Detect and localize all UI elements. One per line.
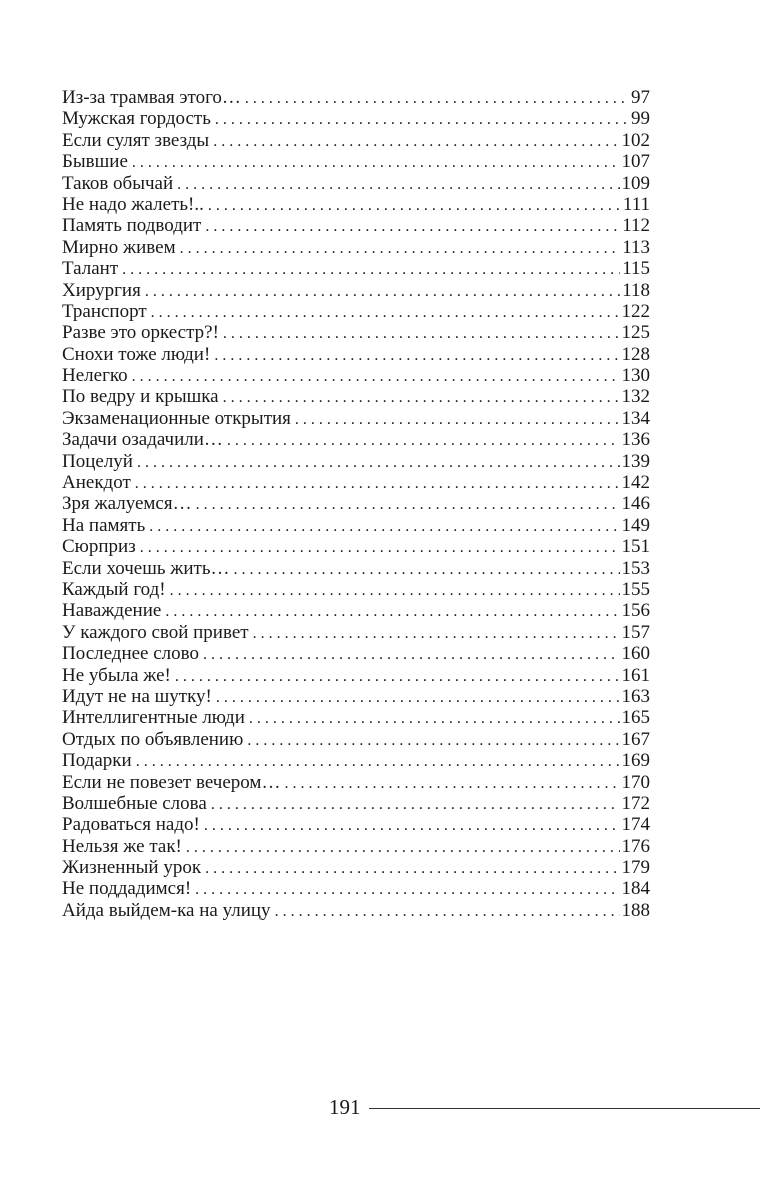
toc-dot-leader: [135, 473, 620, 493]
toc-entry-page-number: 172: [621, 792, 650, 814]
toc-dot-leader: [216, 687, 620, 707]
toc-entry: [62, 536, 650, 557]
toc-entry: [62, 600, 650, 621]
toc-entry-title: Айда выйдем-ка на улицу: [62, 899, 271, 921]
page-number: 191: [329, 1094, 361, 1119]
toc-entry-title: Если не повезет вечером…: [62, 771, 281, 793]
toc-entry-title: Не поддадимся!: [62, 878, 192, 900]
toc-entry-page-number: 128: [621, 343, 650, 365]
toc-entry: [62, 429, 650, 450]
toc-dot-leader: [204, 815, 620, 835]
toc-entry: [62, 108, 650, 129]
toc-entry: [62, 686, 650, 707]
toc-entry-page-number: 167: [621, 728, 650, 750]
toc-dot-leader: [284, 773, 619, 793]
toc-entry: [62, 280, 650, 301]
toc-entry: [62, 579, 650, 600]
toc-entry-page-number: 136: [621, 429, 650, 451]
toc-entry-title: Нелегко: [62, 365, 128, 387]
toc-entry-title: Радоваться надо!: [62, 814, 200, 836]
toc-dot-leader: [223, 387, 620, 407]
toc-dot-leader: [175, 666, 620, 686]
toc-entry: [62, 322, 650, 343]
toc-entry-page-number: 153: [621, 557, 650, 579]
toc-entry-title: Мирно живем: [62, 236, 176, 258]
toc-entry-page-number: 160: [621, 643, 650, 665]
toc-dot-leader: [295, 409, 620, 429]
toc-entry-title: Хирургия: [62, 279, 141, 301]
toc-entry-page-number: 176: [621, 835, 650, 857]
toc-entry-page-number: 132: [621, 386, 650, 408]
toc-entry: [62, 900, 650, 921]
toc-entry-page-number: 139: [621, 450, 650, 472]
toc-entry-title: У каждого свой привет: [62, 621, 249, 643]
toc-entry-title: Интеллигентные люди: [62, 707, 245, 729]
toc-dot-leader: [132, 152, 620, 172]
toc-entry-title: Если хочешь жить…: [62, 557, 230, 579]
toc-entry-title: Снохи тоже люди!: [62, 343, 211, 365]
toc-entry-page-number: 115: [622, 258, 650, 280]
toc-entry: [62, 344, 650, 365]
toc-dot-leader: [275, 901, 620, 921]
toc-entry-page-number: 174: [621, 814, 650, 836]
toc-entry-title: Жизненный урок: [62, 857, 202, 879]
toc-entry-title: Из-за трамвая этого…: [62, 87, 241, 108]
footer-rule: [369, 1108, 760, 1109]
toc-entry-title: Волшебные слова: [62, 792, 207, 814]
toc-dot-leader: [177, 174, 619, 194]
toc-entry: [62, 750, 650, 771]
toc-entry-title: Каждый год!: [62, 578, 166, 600]
toc-entry-title: Сюрприз: [62, 536, 136, 558]
toc-dot-leader: [132, 366, 620, 386]
toc-dot-leader: [223, 323, 620, 343]
toc-dot-leader: [208, 195, 621, 215]
toc-dot-leader: [253, 623, 620, 643]
toc-entry: [62, 151, 650, 172]
toc-entry-page-number: 149: [621, 514, 650, 536]
toc-entry: [62, 729, 650, 750]
toc-entry-page-number: 142: [621, 472, 650, 494]
toc-entry-title: Таков обычай: [62, 172, 174, 194]
toc-entry: [62, 515, 650, 536]
toc-entry-title: Экзаменационные открытия: [62, 407, 291, 429]
toc-entry-page-number: 151: [621, 536, 650, 558]
toc-dot-leader: [234, 559, 620, 579]
toc-entry-page-number: 163: [621, 685, 650, 707]
toc-dot-leader: [203, 644, 620, 664]
toc-entry-page-number: 97: [631, 87, 650, 108]
toc-entry-title: Нельзя же так!: [62, 835, 182, 857]
toc-entry-title: Мужская гордость: [62, 108, 211, 130]
toc-entry-page-number: 107: [621, 151, 650, 173]
toc-entry: [62, 194, 650, 215]
toc-dot-leader: [196, 494, 620, 514]
toc-dot-leader: [195, 879, 619, 899]
toc-entry-title: Не убыла же!: [62, 664, 171, 686]
toc-entry-page-number: 155: [621, 578, 650, 600]
toc-entry: [62, 451, 650, 472]
toc-entry-title: Поцелуй: [62, 450, 133, 472]
toc-entry-page-number: 118: [622, 279, 650, 301]
toc-entry-page-number: 146: [621, 493, 650, 515]
toc-dot-leader: [205, 216, 620, 236]
toc-entry-page-number: 156: [621, 600, 650, 622]
toc-dot-leader: [245, 88, 629, 108]
toc-entry: [62, 772, 650, 793]
toc-entry-page-number: 170: [621, 771, 650, 793]
toc-entry: [62, 472, 650, 493]
toc-entry: [62, 301, 650, 322]
toc-dot-leader: [186, 837, 620, 857]
toc-entry-page-number: 169: [621, 750, 650, 772]
toc-entry-title: Не надо жалеть!..: [62, 193, 204, 215]
toc-entry: [62, 215, 650, 236]
toc-dot-leader: [180, 238, 621, 258]
toc-entry: [62, 173, 650, 194]
toc-entry-page-number: 112: [622, 215, 650, 237]
toc-entry-title: Если сулят звезды: [62, 129, 210, 151]
page-footer: [329, 1094, 760, 1120]
toc-dot-leader: [151, 302, 620, 322]
toc-entry: [62, 814, 650, 835]
toc-entry: [62, 237, 650, 258]
table-of-contents: [62, 87, 650, 921]
toc-entry: [62, 878, 650, 899]
toc-dot-leader: [170, 580, 620, 600]
toc-entry-page-number: 184: [621, 878, 650, 900]
toc-dot-leader: [249, 708, 620, 728]
toc-entry-title: Зря жалуемся…: [62, 493, 192, 515]
toc-entry-page-number: 134: [621, 407, 650, 429]
toc-entry: [62, 665, 650, 686]
toc-entry-title: Разве это оркестр?!: [62, 322, 219, 344]
toc-dot-leader: [165, 601, 619, 621]
toc-entry: [62, 408, 650, 429]
toc-entry-title: Отдых по объявлению: [62, 728, 244, 750]
toc-entry: [62, 558, 650, 579]
toc-entry-title: Талант: [62, 258, 119, 280]
toc-dot-leader: [149, 516, 619, 536]
toc-entry: [62, 386, 650, 407]
toc-dot-leader: [140, 537, 620, 557]
toc-entry-page-number: 122: [621, 300, 650, 322]
toc-entry-page-number: 157: [621, 621, 650, 643]
toc-entry: [62, 836, 650, 857]
toc-entry-title: Идут не на шутку!: [62, 685, 212, 707]
toc-entry: [62, 622, 650, 643]
toc-dot-leader: [205, 858, 619, 878]
toc-entry: [62, 857, 650, 878]
toc-dot-leader: [145, 281, 620, 301]
toc-entry-page-number: 111: [622, 193, 650, 215]
toc-entry-title: Бывшие: [62, 151, 128, 173]
toc-entry: [62, 493, 650, 514]
toc-entry: [62, 707, 650, 728]
toc-entry-title: Транспорт: [62, 300, 147, 322]
toc-dot-leader: [247, 730, 619, 750]
toc-entry-title: Задачи озадачили…: [62, 429, 223, 451]
toc-entry-title: Память подводит: [62, 215, 202, 237]
toc-entry-page-number: 161: [621, 664, 650, 686]
toc-entry-page-number: 179: [621, 857, 650, 879]
toc-entry-page-number: 130: [621, 365, 650, 387]
toc-entry: [62, 258, 650, 279]
toc-dot-leader: [215, 109, 629, 129]
toc-entry-page-number: 99: [631, 108, 650, 130]
toc-entry-page-number: 109: [621, 172, 650, 194]
toc-dot-leader: [213, 131, 619, 151]
toc-entry: [62, 793, 650, 814]
toc-dot-leader: [214, 345, 619, 365]
toc-dot-leader: [137, 452, 620, 472]
toc-entry-title: На память: [62, 514, 146, 536]
toc-entry-page-number: 125: [621, 322, 650, 344]
toc-dot-leader: [136, 751, 620, 771]
toc-dot-leader: [227, 430, 620, 450]
toc-entry-title: По ведру и крышка: [62, 386, 219, 408]
toc-entry: [62, 130, 650, 151]
toc-entry-title: Анекдот: [62, 472, 131, 494]
toc-entry-page-number: 165: [621, 707, 650, 729]
toc-entry-title: Подарки: [62, 750, 132, 772]
toc-entry: [62, 365, 650, 386]
toc-entry-page-number: 188: [621, 899, 650, 921]
toc-entry-page-number: 102: [621, 129, 650, 151]
toc-entry: [62, 643, 650, 664]
toc-entry-page-number: 113: [622, 236, 650, 258]
toc-dot-leader: [211, 794, 620, 814]
toc-entry-title: Наваждение: [62, 600, 162, 622]
toc-entry: [62, 87, 650, 108]
toc-entry-title: Последнее слово: [62, 643, 199, 665]
toc-dot-leader: [122, 259, 620, 279]
